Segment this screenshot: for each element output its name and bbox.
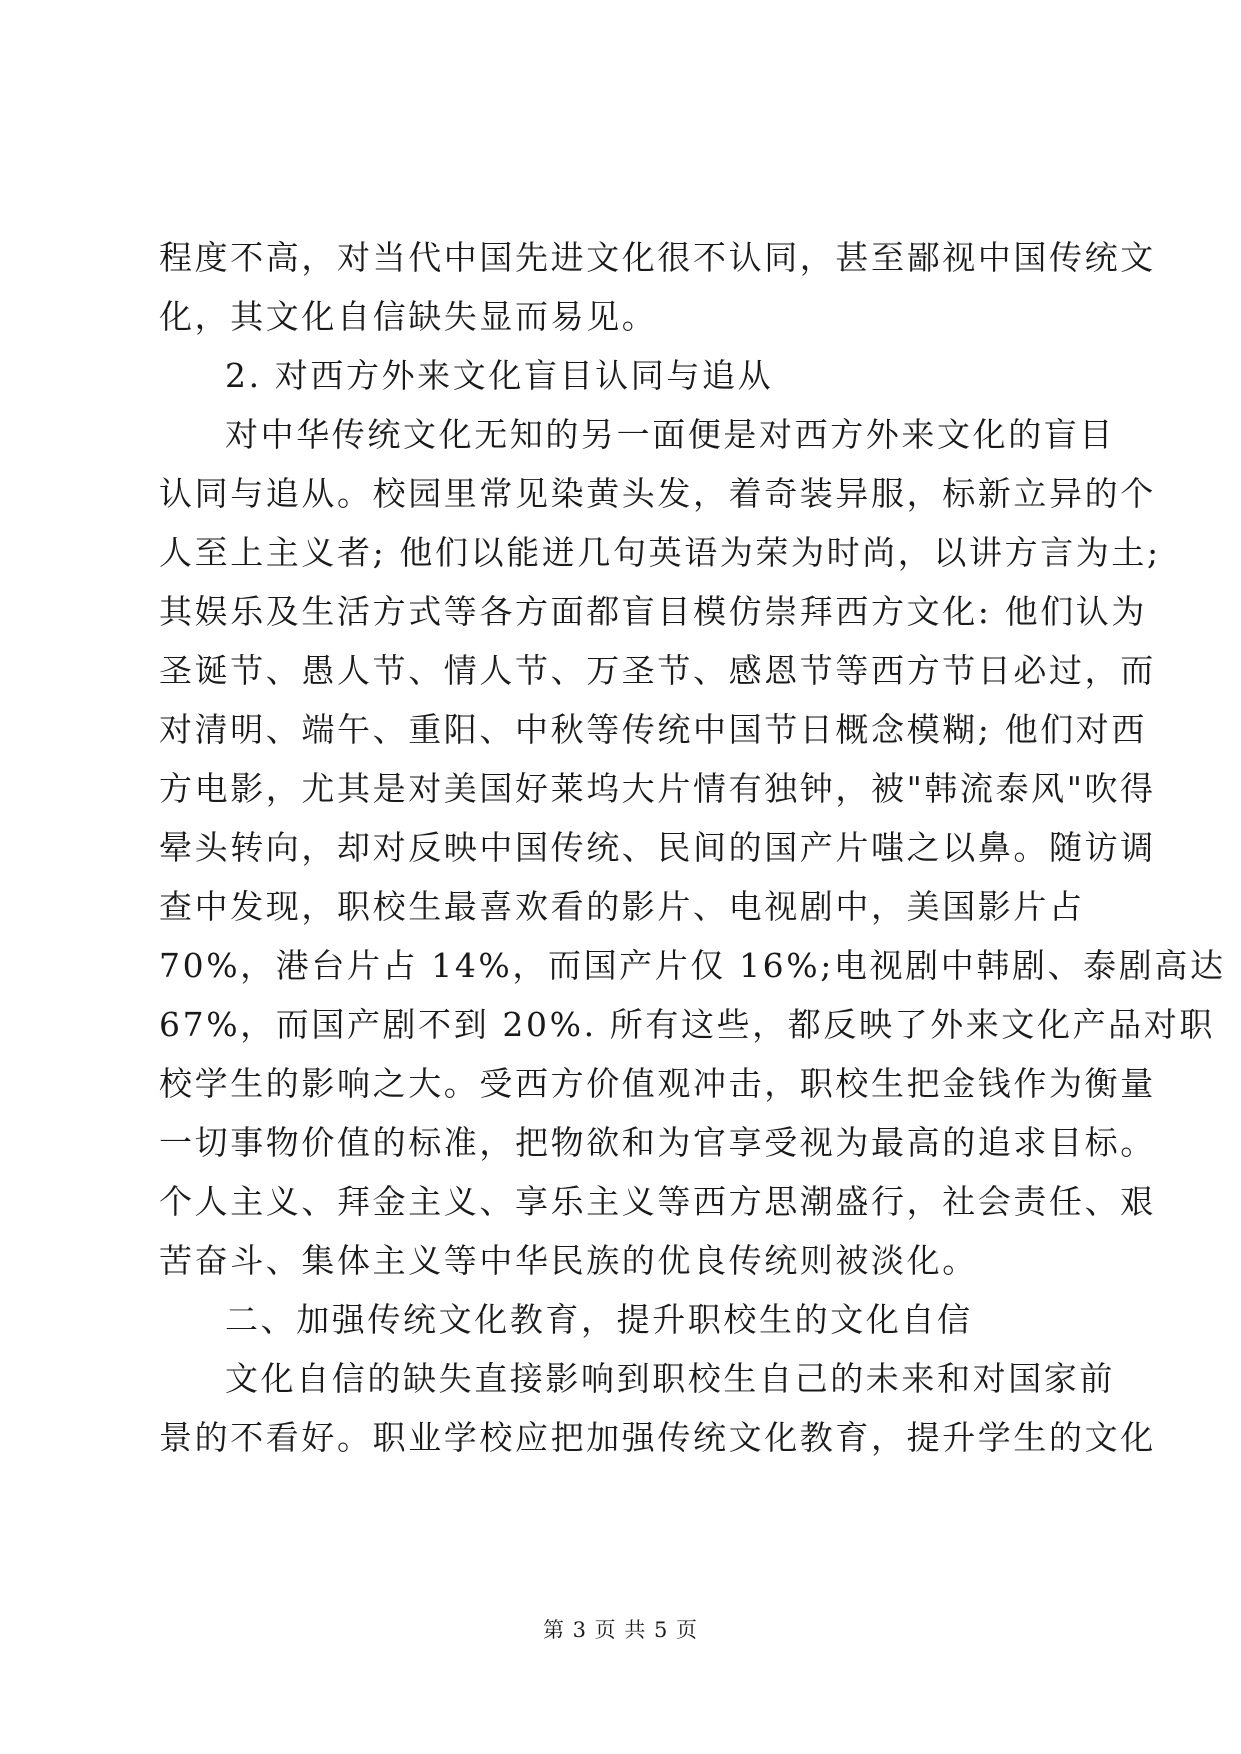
text-line: 文化自信的缺失直接影响到职校生自己的未来和对国家前 bbox=[225, 1359, 1115, 1398]
text-line: 程度不高，对当代中国先进文化很不认同，甚至鄙视中国传统文 bbox=[159, 238, 1156, 277]
text-line: 查中发现，职校生最喜欢看的影片、电视剧中，美国影片占 bbox=[159, 887, 1085, 926]
text-line: 认同与追从。校园里常见染黄头发，着奇装异服，标新立异的个 bbox=[159, 474, 1156, 513]
text-line: 苦奋斗、集体主义等中华民族的优良传统则被淡化。 bbox=[159, 1241, 978, 1280]
text-line: 校学生的影响之大。受西方价值观冲击，职校生把金钱作为衡量 bbox=[159, 1064, 1156, 1103]
text-line: 对中华传统文化无知的另一面便是对西方外来文化的盲目 bbox=[225, 415, 1115, 454]
section-heading: 2. 对西方外来文化盲目认同与追从 bbox=[225, 356, 774, 395]
page-number-footer: 第 3 页 共 5 页 bbox=[542, 1618, 699, 1642]
text-line: 其娱乐及生活方式等各方面都盲目模仿崇拜西方文化: 他们认为 bbox=[159, 592, 1148, 631]
text-line: 个人主义、拜金主义、享乐主义等西方思潮盛行，社会责任、艰 bbox=[159, 1182, 1156, 1221]
text-line: 晕头转向，却对反映中国传统、民间的国产片嗤之以鼻。随访调 bbox=[159, 828, 1156, 867]
text-line: 化，其文化自信缺失显而易见。 bbox=[159, 297, 658, 336]
text-line: 70%，港台片占 14%，而国产片仅 16%;电视剧中韩剧、泰剧高达 bbox=[159, 946, 1226, 985]
text-line: 景的不看好。职业学校应把加强传统文化教育，提升学生的文化 bbox=[159, 1418, 1156, 1457]
text-line: 圣诞节、愚人节、情人节、万圣节、感恩节等西方节日必过，而 bbox=[159, 651, 1156, 690]
text-line: 对清明、端午、重阳、中秋等传统中国节日概念模糊; 他们对西 bbox=[159, 710, 1148, 749]
text-line: 67%，而国产剧不到 20%. 所有这些，都反映了外来文化产品对职 bbox=[159, 1005, 1215, 1044]
text-line: 方电影，尤其是对美国好莱坞大片情有独钟，被"韩流泰风"吹得 bbox=[159, 769, 1156, 808]
section-heading: 二、加强传统文化教育，提升职校生的文化自信 bbox=[225, 1300, 973, 1339]
document-body bbox=[159, 228, 1226, 1467]
text-line: 人至上主义者; 他们以能迸几句英语为荣为时尚，以讲方言为土; bbox=[159, 533, 1161, 572]
text-line: 一切事物价值的标准，把物欲和为官享受视为最高的追求目标。 bbox=[159, 1123, 1156, 1162]
